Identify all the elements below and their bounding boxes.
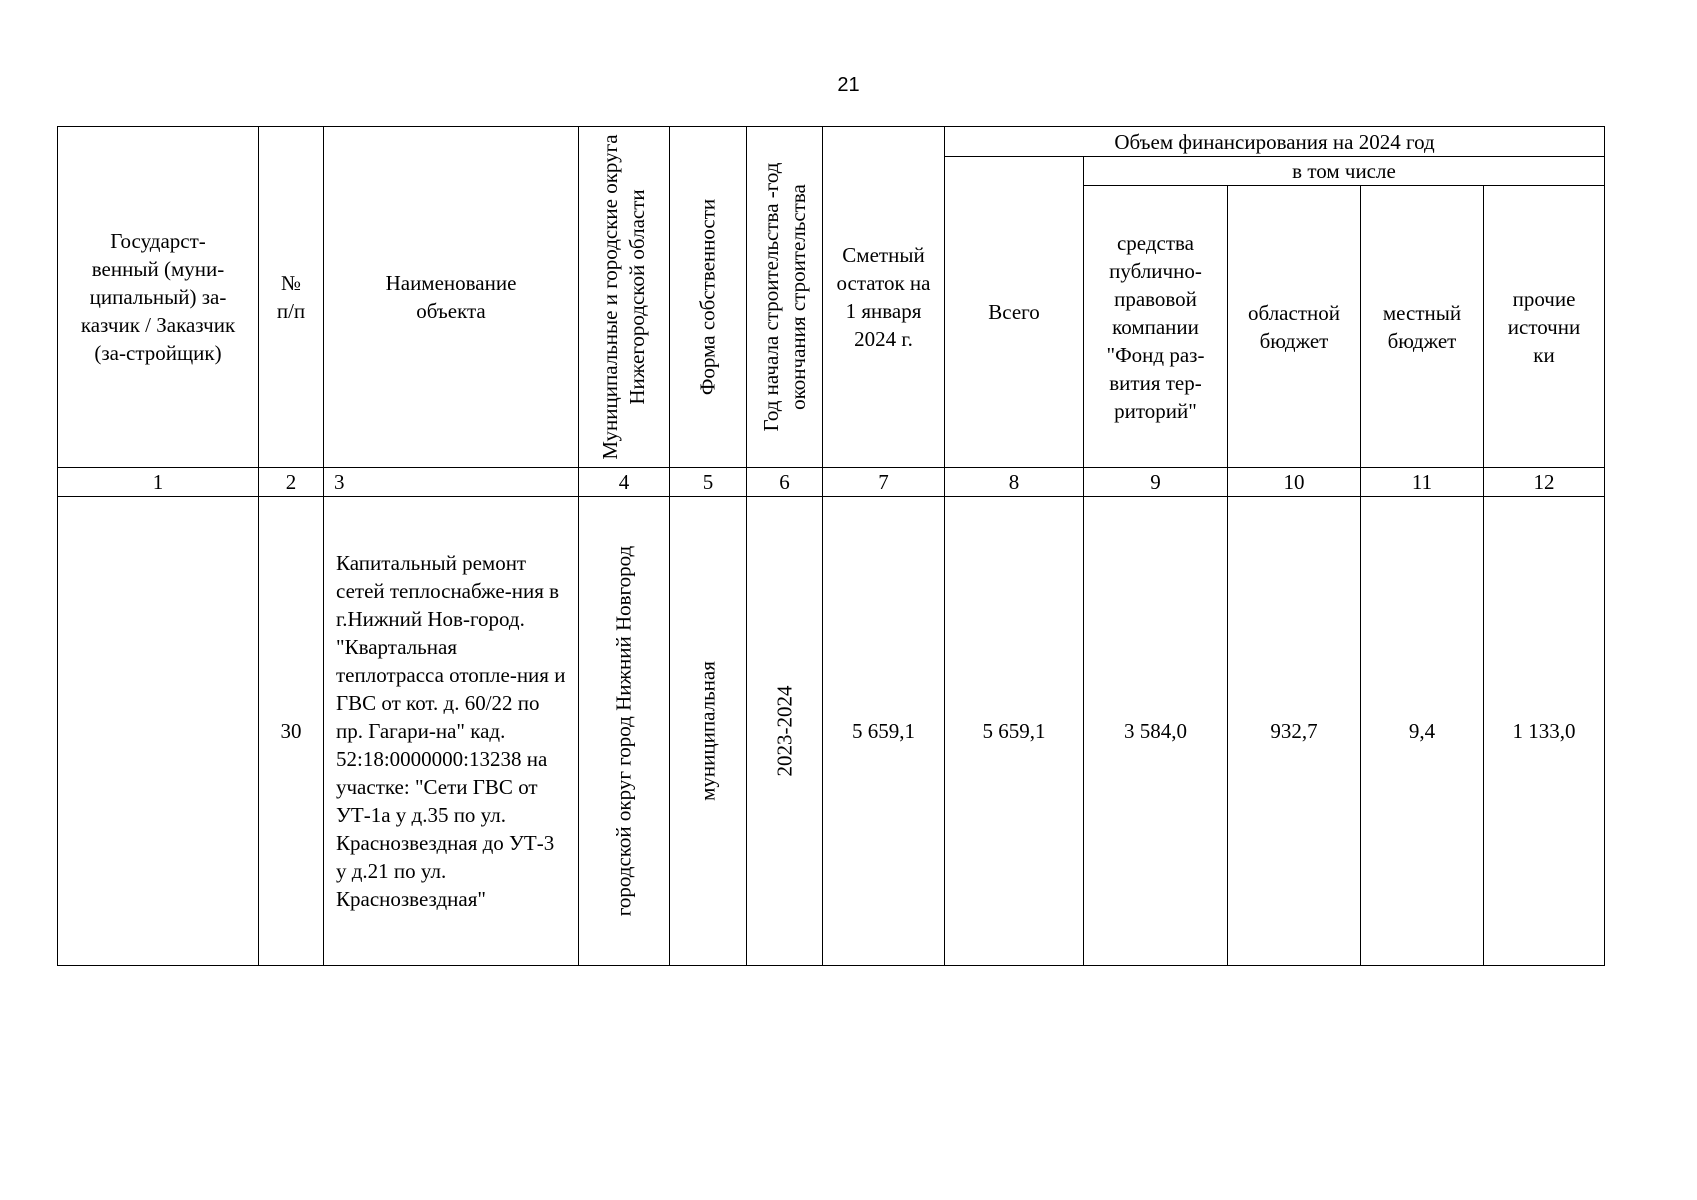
cell-years: 2023-2024 xyxy=(747,497,823,966)
cell-ownership: муниципальная xyxy=(670,497,747,966)
column-number: 5 xyxy=(670,468,747,497)
column-number: 8 xyxy=(945,468,1084,497)
column-number: 1 xyxy=(58,468,259,497)
column-number: 11 xyxy=(1361,468,1484,497)
header-object-name: Наименование объекта xyxy=(324,127,579,468)
column-number: 4 xyxy=(579,468,670,497)
cell-number: 30 xyxy=(259,497,324,966)
column-number-row xyxy=(58,468,1605,497)
cell-remainder: 5 659,1 xyxy=(823,497,945,966)
column-number: 10 xyxy=(1228,468,1361,497)
column-number: 12 xyxy=(1484,468,1605,497)
column-number: 3 xyxy=(324,468,579,497)
header-fund: средства публично-правовой компании "Фонд раз-вития тер-риторий" xyxy=(1084,186,1228,468)
cell-municipality: городской округ город Нижний Новгород xyxy=(579,497,670,966)
column-number: 9 xyxy=(1084,468,1228,497)
header-municipality: Муниципальные и городские округа Нижегородской области xyxy=(579,127,670,468)
cell-regional: 932,7 xyxy=(1228,497,1361,966)
page-number: 21 xyxy=(837,74,860,96)
header-years: Год начала строительства -год окончания строительства xyxy=(747,127,823,468)
cell-customer xyxy=(58,497,259,966)
header-funding-group: Объем финансирования на 2024 год xyxy=(945,127,1605,157)
cell-fund: 3 584,0 xyxy=(1084,497,1228,966)
header-ownership: Форма собственности xyxy=(670,127,747,468)
header-local: местный бюджет xyxy=(1361,186,1484,468)
header-including: в том числе xyxy=(1084,157,1605,186)
cell-total: 5 659,1 xyxy=(945,497,1084,966)
header-regional: областной бюджет xyxy=(1228,186,1361,468)
cell-other: 1 133,0 xyxy=(1484,497,1605,966)
cell-object-name: Капитальный ремонт сетей теплоснабже-ния в г.Нижний Нов-город. "Квартальная теплотрасса отопле-ния и ГВС от кот. д. 60/22 по пр. Гагари-на" кад. 52:18:0000000:13238 на участке: "Сети ГВС от УТ-1а у д.35 по ул. Краснозвездная до УТ-3 у д.21 по ул. Краснозвездная" xyxy=(324,497,579,966)
cell-local: 9,4 xyxy=(1361,497,1484,966)
header-number: № п/п xyxy=(259,127,324,468)
header-total: Всего xyxy=(945,157,1084,468)
header-remainder: Сметный остаток на 1 января 2024 г. xyxy=(823,127,945,468)
table-row xyxy=(58,497,1605,966)
column-number: 7 xyxy=(823,468,945,497)
financing-table xyxy=(57,126,1605,966)
header-customer: Государст-венный (муни-ципальный) за-казчик / Заказчик (за-стройщик) xyxy=(58,127,259,468)
column-number: 2 xyxy=(259,468,324,497)
column-number: 6 xyxy=(747,468,823,497)
header-other: прочие источни ки xyxy=(1484,186,1605,468)
